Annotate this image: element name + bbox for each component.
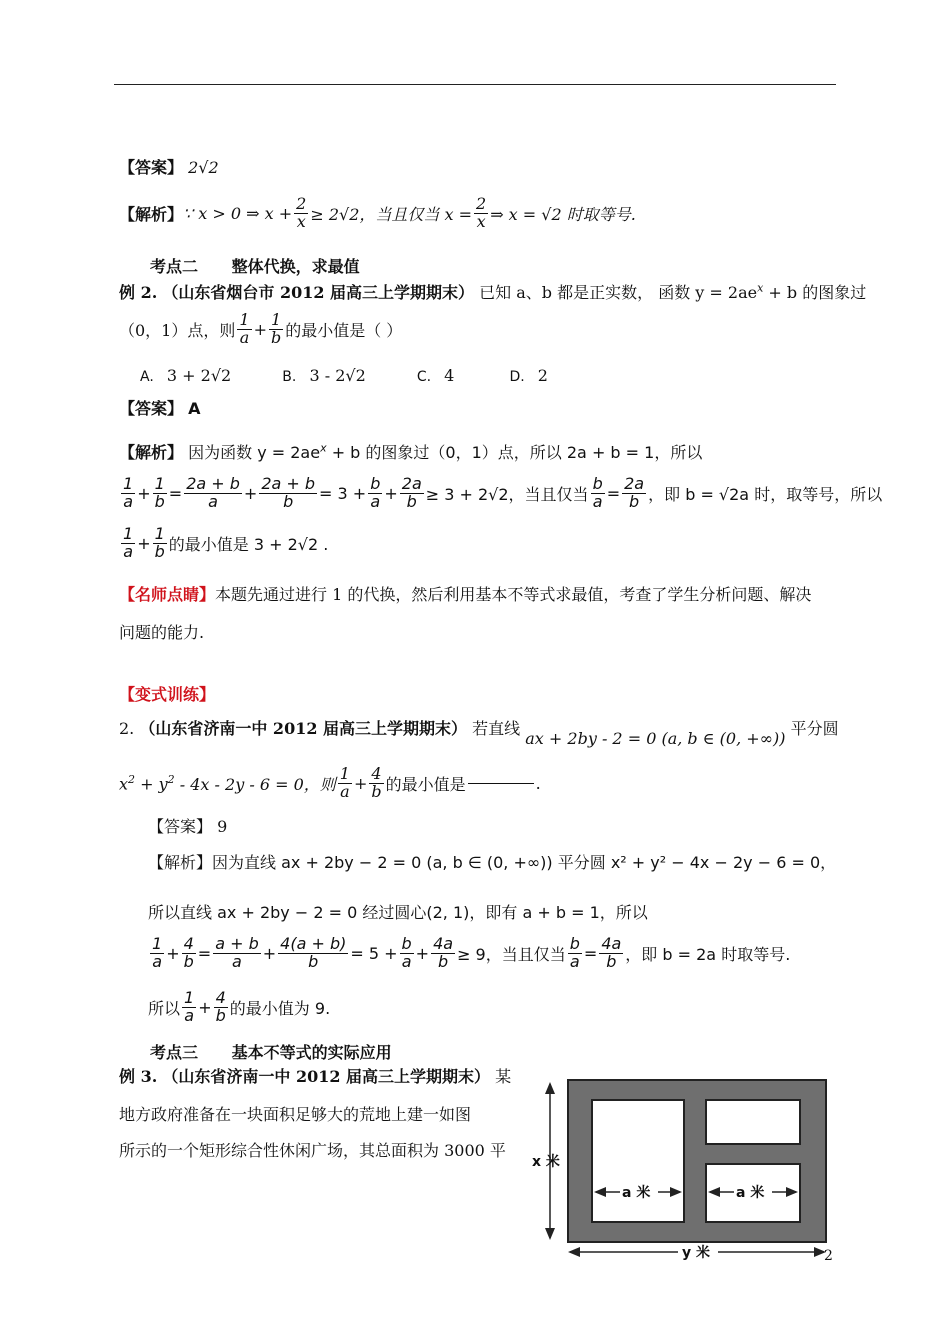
circle-equation: - 4x - 2y - 6 = 0，则 — [179, 774, 336, 794]
plaza-left-area — [592, 1100, 684, 1222]
example-3-line-1 — [119, 1064, 511, 1087]
analysis-conclusion: 的最小值是 3 + 2√2 . — [168, 534, 329, 554]
exponent: x — [757, 281, 764, 295]
plaza-figure — [528, 1068, 838, 1264]
example-source: （山东省济南一中 2012 届高三上学期期末） — [162, 1067, 491, 1086]
analysis-part-2: ≥ 2√2，当且仅当 x = — [310, 204, 472, 224]
question-text-1: 若直线 — [472, 719, 521, 738]
variant-analysis-line-1 — [148, 850, 836, 873]
tip-line-2 — [119, 620, 204, 643]
a-label-2: a 米 — [736, 1185, 765, 1201]
x-label: x 米 — [532, 1154, 560, 1170]
topic-title: 基本不等式的实际应用 — [231, 1043, 392, 1062]
answer-blank — [468, 783, 534, 784]
fraction-2-over-x: $\frac{2}{x}$ — [296, 194, 307, 231]
analysis-text: 因为函数 y = 2ae — [188, 443, 321, 462]
answer-value: A — [188, 399, 201, 418]
page-number: 2 — [824, 1248, 833, 1264]
variant-question-line-2: $x^2 + y^2$ - 4x - 2y - 6 = 0，则 $\frac{1}{a}$ + $\frac{4}{b}$ 的最小值是 . — [119, 764, 541, 801]
question-source: （山东省济南一中 2012 届高三上学期期末） — [139, 719, 468, 738]
analysis-text-2: + b 的图象过（0，1）点，所以 2a + b = 1，所以 — [331, 443, 703, 462]
variant-analysis-line-3: $\frac{1}{a}$ + $\frac{4}{b}$ = $\frac{a + b}{a}$ + $\frac{4(a + b)}{b}$ = 5 + $\frac{b}{a}$ + $\frac{4a}{b}$ ≥ 9，当且仅当 $\frac{b}{a}$ = $\frac{4a}{b}$ ，即 b = 2a 时取等号. — [152, 934, 791, 971]
variant-analysis-line-2 — [148, 900, 648, 923]
option-d: 2 — [537, 366, 548, 385]
example-text-1: 某 — [495, 1067, 512, 1086]
analysis-label: 【解析】 — [119, 443, 184, 462]
analysis-text-1: 因为直线 ax + 2by − 2 = 0 (a, b ∈ (0, +∞)) 平分圆 x² + y² − 4x − 2y − 6 = 0， — [212, 853, 837, 872]
options-row — [140, 366, 548, 385]
option-b: 3 - 2√2 — [309, 366, 366, 385]
fraction-1-over-a: $\frac{1}{a}$ — [239, 310, 250, 347]
option-a-label: A. — [140, 369, 154, 385]
header-rule — [114, 84, 836, 85]
option-c-label: C. — [416, 369, 432, 385]
example-3-line-3: 所示的一个矩形综合性休闲广场，其总面积为 3000 平 — [119, 1141, 506, 1160]
topic-2-heading — [150, 254, 360, 277]
plaza-top-right-area — [706, 1100, 800, 1144]
topic-title: 整体代换，求最值 — [231, 257, 360, 276]
x-arrow-bottom — [545, 1228, 555, 1240]
example-3-line-2: 地方政府准备在一块面积足够大的荒地上建一如图 — [119, 1105, 472, 1124]
example-source: （山东省烟台市 2012 届高三上学期期末） — [162, 283, 475, 302]
variant-analysis-line-4: 所以 $\frac{1}{a}$ + $\frac{4}{b}$ 的最小值为 9. — [148, 988, 331, 1025]
tip-label: 【名师点睛】 — [119, 585, 216, 604]
example-label: 例 2. — [119, 283, 158, 302]
example-2-line-2: （0，1）点，则 $\frac{1}{a}$ + $\frac{1}{b}$ 的最小值是（ ） — [119, 310, 403, 347]
fraction-1-over-b: $\frac{1}{b}$ — [270, 310, 282, 347]
answer-line-2 — [119, 396, 201, 419]
answer-value: 2√2 — [188, 158, 219, 177]
y-label: y 米 — [682, 1245, 710, 1261]
a-label-1: a 米 — [622, 1185, 651, 1201]
option-b-label: B. — [282, 369, 297, 385]
variant-question-line-1 — [119, 716, 839, 748]
answer-value: 9 — [217, 817, 228, 836]
answer-label: 【答案】 — [119, 399, 184, 418]
topic-label: 考点三 — [150, 1043, 199, 1062]
line-equation: ax + 2by - 2 = 0 (a, b ∈ (0, +∞)) — [525, 729, 786, 748]
analysis-line-2a — [119, 440, 702, 463]
option-a: 3 + 2√2 — [166, 366, 232, 385]
tip-line-1 — [119, 582, 811, 605]
question-text-2: 平分圆 — [790, 719, 839, 738]
analysis-line-2b: $\frac{1}{a}$ + $\frac{1}{b}$ = $\frac{2a + b}{a}$ + $\frac{2a + b}{b}$ = 3 + $\frac{b}{a}$ + $\frac{2a}{b}$ ≥ 3 + 2√2，当且仅当 $\frac{b}{a}$ = $\frac{2a}{b}$ ，即 b = √2a 时，取等号，所以 — [123, 474, 883, 511]
analysis-part-1: ∵ x > 0 ⇒ x + — [183, 203, 293, 223]
analysis-part-3: ⇒ x = √2 时取等号. — [490, 204, 636, 224]
variant-label: 【变式训练】 — [119, 685, 216, 704]
analysis-line-1 — [119, 196, 636, 231]
x-arrow-top — [545, 1082, 555, 1094]
analysis-line-2c: $\frac{1}{a}$ + $\frac{1}{b}$ 的最小值是 3 + 2√2 . — [123, 524, 329, 561]
example-text-2: + b 的图象过 — [768, 283, 867, 302]
tip-text-1: 本题先通过进行 1 的代换，然后利用基本不等式求最值，考查了学生分析问题、解决 — [215, 585, 812, 604]
analysis-text-2: 所以直线 ax + 2by − 2 = 0 经过圆心(2, 1)，即有 a + b = 1，所以 — [148, 903, 648, 922]
option-c: 4 — [444, 366, 455, 385]
example-text-1: 已知 a、b 都是正实数， 函数 y = 2ae — [479, 283, 758, 302]
answer-label: 【答案】 — [148, 817, 213, 836]
exponent: x — [320, 441, 327, 455]
analysis-label: 【解析】 — [119, 204, 184, 224]
analysis-label: 【解析】 — [148, 853, 213, 872]
question-text-3: 的最小值是 — [385, 774, 466, 794]
example-2-line-1 — [119, 280, 866, 303]
answer-label: 【答案】 — [119, 158, 184, 177]
example-label: 例 3. — [119, 1067, 158, 1086]
answer-line-1 — [119, 155, 219, 178]
tip-text-2: 问题的能力. — [119, 623, 205, 642]
question-number: 2. — [119, 719, 135, 738]
example-text-3: （0，1）点，则 — [119, 320, 236, 340]
variant-answer-line — [148, 814, 227, 837]
y-arrow-left — [568, 1247, 580, 1257]
option-d-label: D. — [509, 369, 525, 385]
topic-3-heading — [150, 1040, 392, 1063]
example-text-4: 的最小值是（ ） — [285, 320, 403, 340]
fraction-2-over-x-2: $\frac{2}{x}$ — [476, 194, 487, 231]
topic-label: 考点二 — [150, 257, 199, 276]
